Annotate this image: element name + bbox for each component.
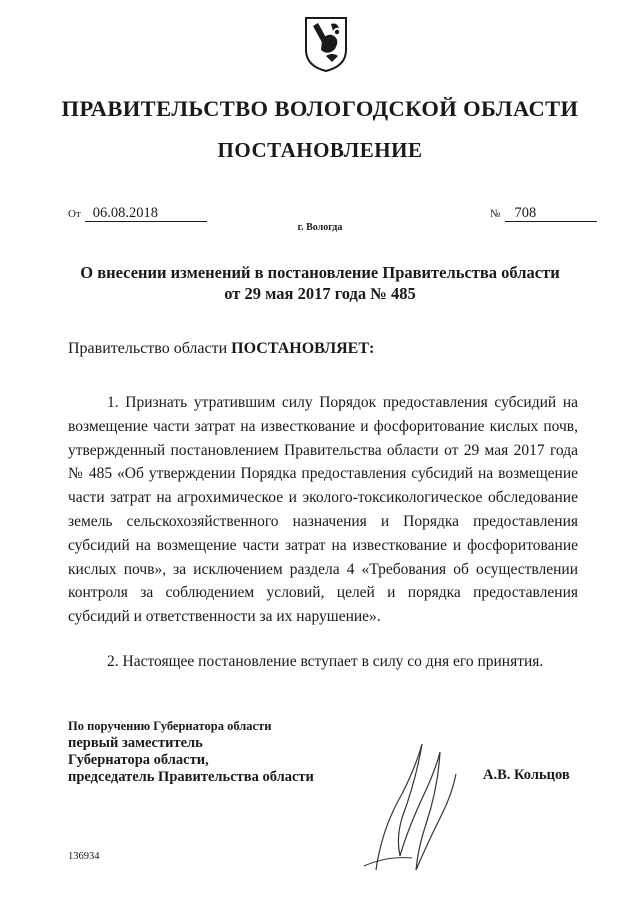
number-row: [490, 204, 597, 222]
preamble: [68, 340, 374, 358]
title-line-1: О внесении изменений в постановление Правительства области: [80, 263, 560, 282]
signatory-name: А.В. Кольцов: [483, 767, 570, 783]
date-label: От: [68, 208, 81, 220]
date-row: [68, 204, 207, 222]
coat-of-arms-emblem: [304, 16, 348, 72]
signature-line-4: председатель Правительства области: [68, 769, 314, 785]
signature-line-3: Губернатора области,: [68, 752, 209, 768]
document-code: 136934: [68, 851, 100, 862]
document-kind: ПОСТАНОВЛЕНИЕ: [217, 138, 423, 162]
title-line-2: от 29 мая 2017 года № 485: [224, 284, 416, 303]
document-number: 708: [505, 205, 597, 222]
signature-line-2: первый заместитель: [68, 735, 203, 751]
signature-line-1: По поручению Губернатора области: [68, 719, 272, 733]
document-title: [0, 262, 640, 304]
number-label: №: [490, 208, 501, 220]
preamble-verb: ПОСТАНОВЛЯЕТ:: [231, 340, 375, 357]
paragraph-2: 2. Настоящее постановление вступает в силу со дня его принятия.: [107, 653, 544, 670]
city-label: г. Вологда: [297, 222, 343, 233]
government-title: ПРАВИТЕЛЬСТВО ВОЛОГОДСКОЙ ОБЛАСТИ: [61, 96, 579, 121]
handwritten-signature: [356, 738, 466, 878]
signature-block: [68, 718, 314, 786]
preamble-subject: Правительство области: [68, 340, 228, 357]
document-date: 06.08.2018: [85, 205, 207, 222]
paragraph-1: 1. Признать утратившим силу Порядок предоставления субсидий на возмещение части затрат на известкование и фосфоритование кислых почв, утвержденный постановлением Правительства области от 29 мая 2017 года № 485 «Об утверждении Порядка предоставления субсидий на возмещение части затрат на агрохимическое и эколого-токсикологическое обследование земель сельскохозяйственного назначения и Порядка предоставления субсидий на возмещение части затрат на известкование и фосфоритование кислых почв», за исключением раздела 4 «Требования об осуществлении контроля за соблюдением условий, целей и порядка предоставления субсидий и ответственности за их нарушение».: [68, 394, 578, 626]
